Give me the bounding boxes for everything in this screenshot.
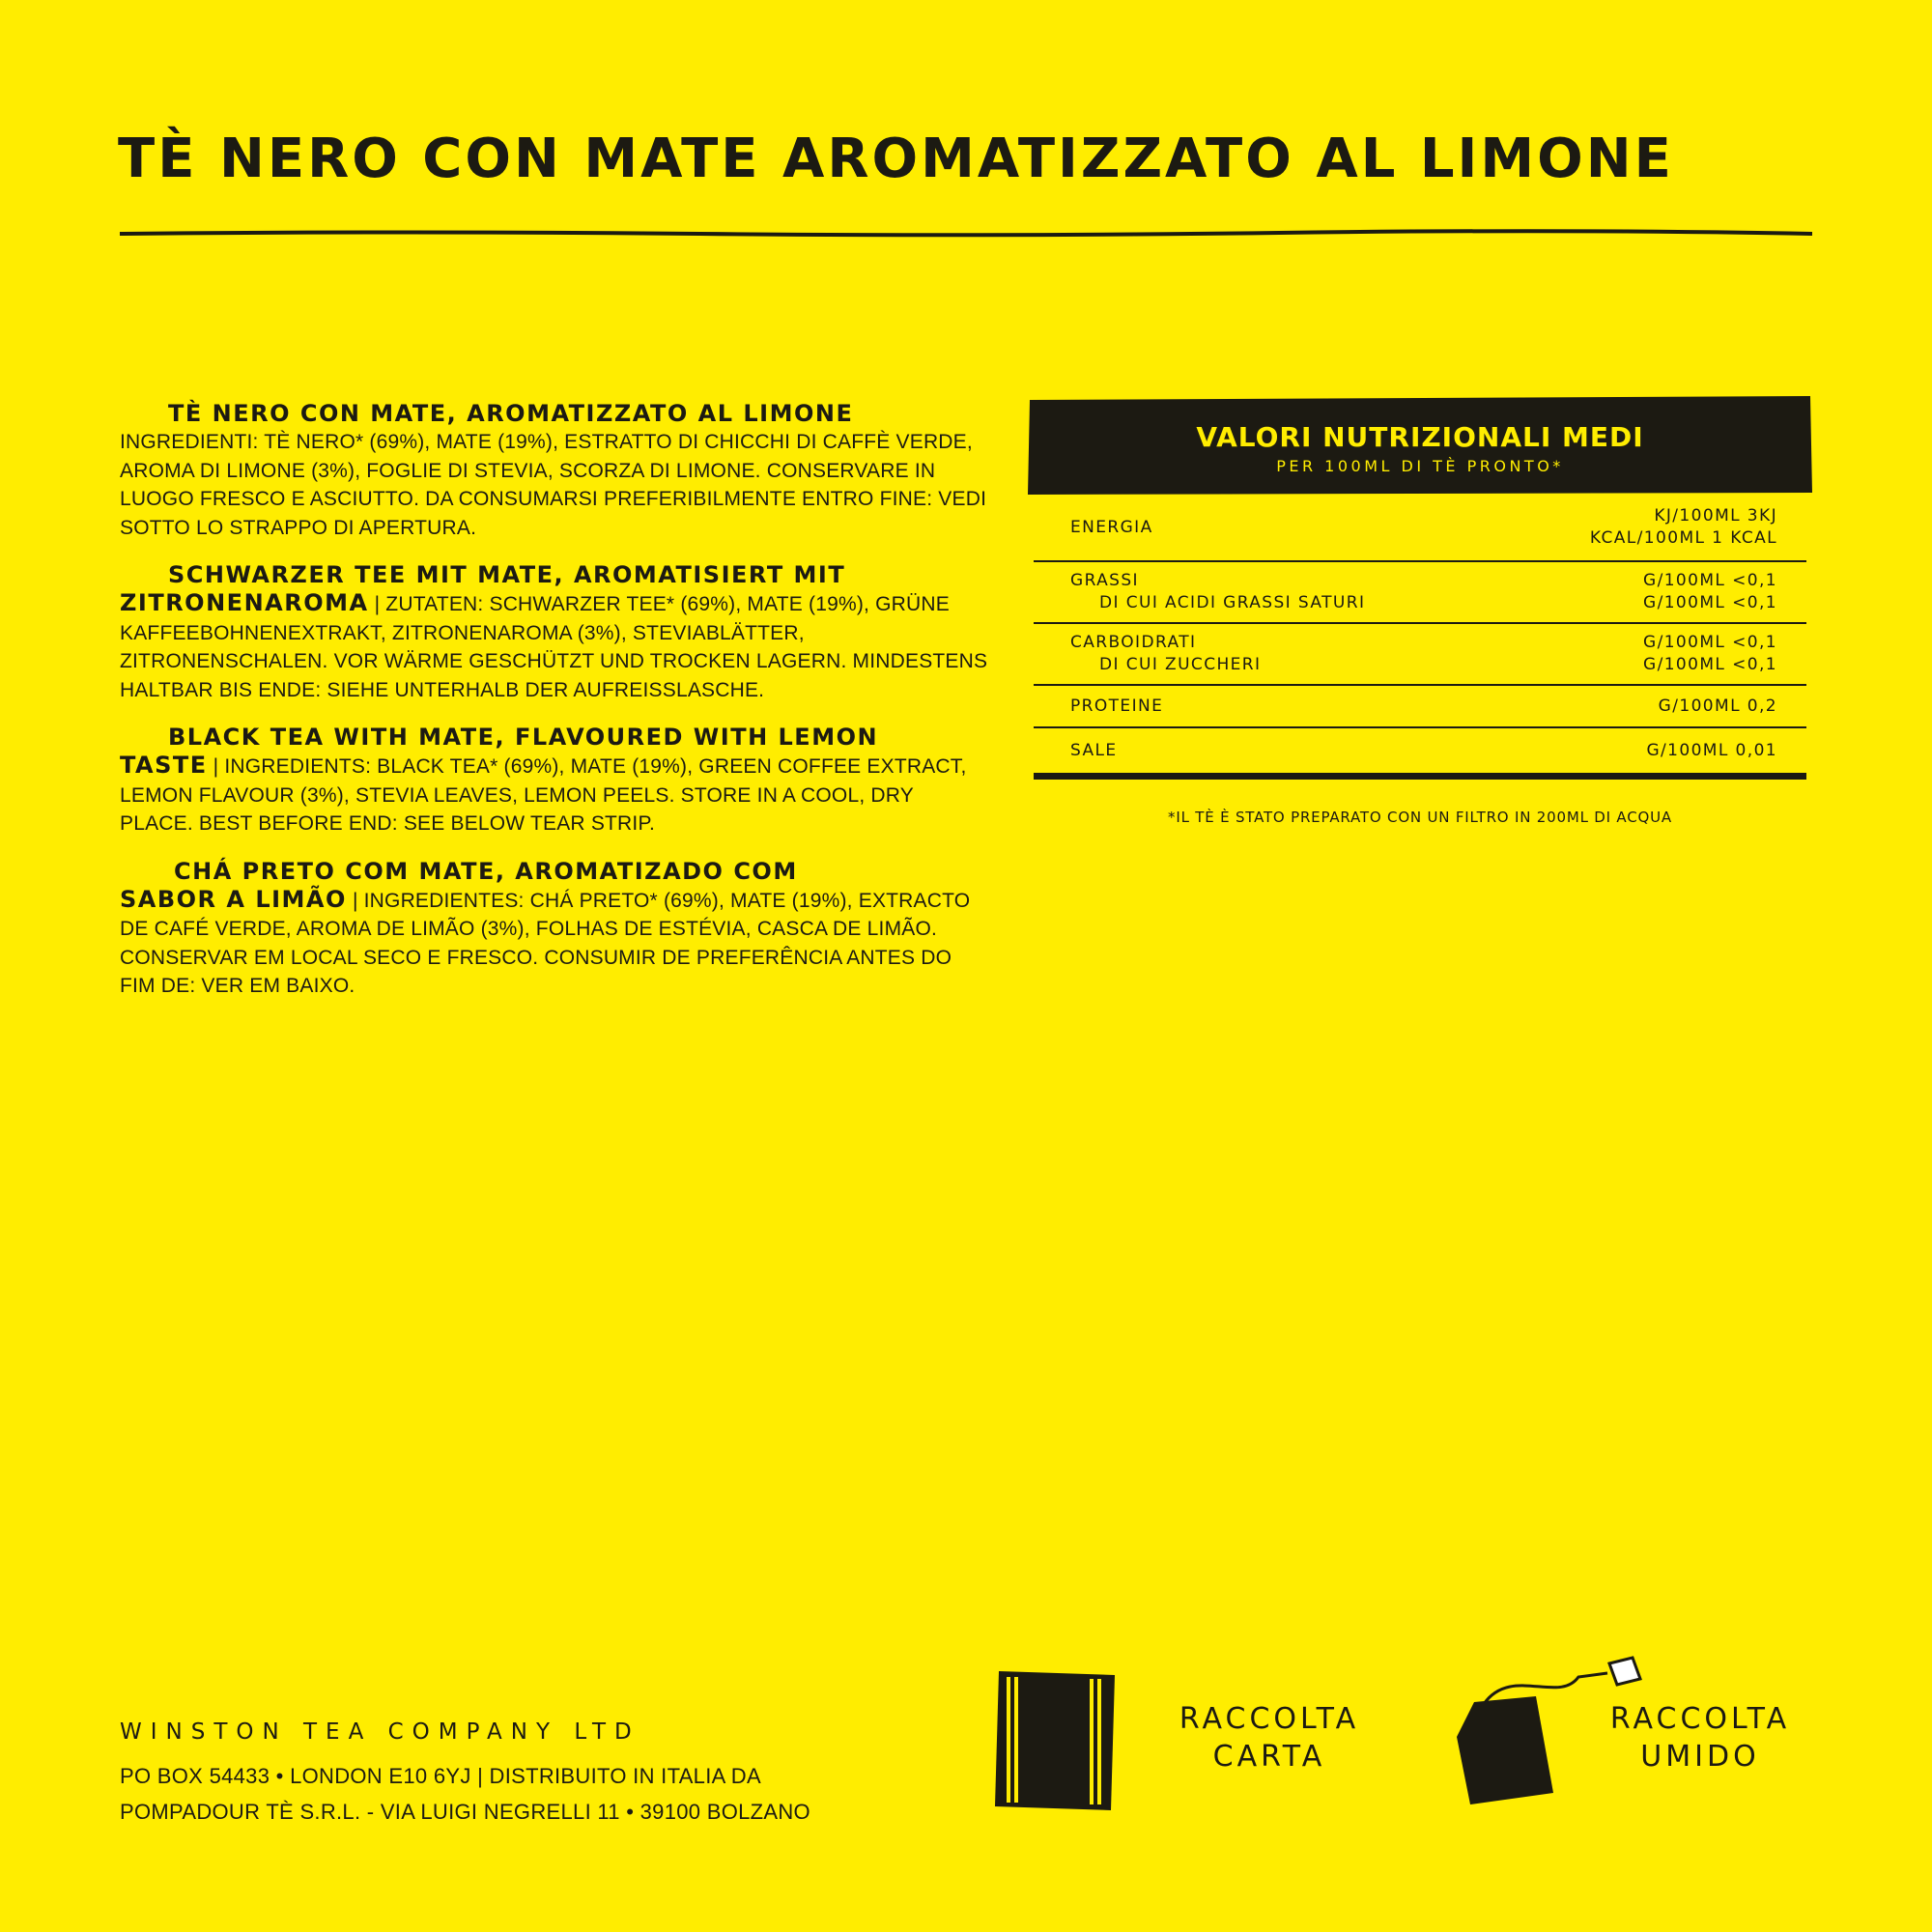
ingredients-block-de: [120, 561, 989, 704]
nutrition-header: [1028, 396, 1812, 495]
nutrition-value: G/100ML <0,1: [1643, 633, 1777, 652]
ingredients-text-de: | ZUTATEN: SCHWARZER TEE* (69%), MATE (19%), GRÜNE KAFFEEBOHNENEXTRAKT, ZITRONENAROMA (3%), STEVIABLÄTTER, ZITRONENSCHALEN. VOR WÄRME GESCHÜTZT UND TROCKEN LAGERN. MINDESTENS HALTBAR BIS ENDE: SIEHE UNTERHALB DER AUFREISSLASCHE.: [120, 593, 988, 701]
nutrition-row-protein: [1034, 686, 1806, 728]
nutrition-table: [1028, 396, 1812, 826]
ingredients-section: [120, 400, 989, 1020]
nutrition-label: ENERGIA: [1070, 517, 1153, 537]
recycle-organic-label: RACCOLTA UMIDO: [1609, 1702, 1791, 1774]
ingredients-block-it: [120, 400, 989, 542]
company-name: WINSTON TEA COMPANY LTD: [120, 1719, 640, 1745]
ingredients-text-pt: | INGREDIENTES: CHÁ PRETO* (69%), MATE (19%), EXTRACTO DE CAFÉ VERDE, AROMA DE LIMÃO (3%), FOLHAS DE ESTÉVIA, CASCA DE LIMÃO. CONSERVAR EM LOCAL SECO E FRESCO. CONSUMIR DE PREFERÊNCIA ANTES DO FIM DE: VER EM BAIXO.: [120, 889, 971, 997]
ingredients-heading-it: TÈ NERO CON MATE, AROMATIZZATO AL LIMONE: [168, 400, 854, 427]
ingredients-text-en: | INGREDIENTS: BLACK TEA* (69%), MATE (19%), GREEN COFFEE EXTRACT, LEMON FLAVOUR (3%), STEVIA LEAVES, LEMON PEELS. STORE IN A COOL, DRY PLACE. BEST BEFORE END: SEE BELOW TEAR STRIP.: [120, 755, 967, 835]
nutrition-value: G/100ML <0,1: [1643, 571, 1777, 590]
nutrition-row-salt: [1034, 728, 1806, 780]
ingredients-heading-tail-pt: SABOR A LIMÃO: [120, 885, 347, 913]
nutrition-row-carbs: [1034, 624, 1806, 686]
product-title: TÈ NERO CON MATE AROMATIZZATO AL LIMONE: [118, 128, 1674, 190]
nutrition-sublabel: DI CUI ZUCCHERI: [1099, 655, 1262, 674]
ingredients-block-en: [120, 724, 989, 838]
nutrition-label: SALE: [1070, 740, 1118, 760]
nutrition-value: G/100ML <0,1: [1643, 593, 1777, 612]
title-divider: [120, 228, 1812, 240]
ingredients-heading-pt: CHÁ PRETO COM MATE, AROMATIZADO COM: [174, 857, 798, 885]
ingredients-block-pt: [120, 858, 989, 1001]
nutrition-value: G/100ML 0,2: [1658, 696, 1777, 716]
company-info: [120, 1719, 1009, 1830]
ingredients-heading-tail-en: TASTE: [120, 752, 208, 779]
ingredients-text-it: INGREDIENTI: TÈ NERO* (69%), MATE (19%), ESTRATTO DI CHICCHI DI CAFFÈ VERDE, AROMA DI LIMONE (3%), FOGLIE DI STEVIA, SCORZA DI LIMONE. CONSERVARE IN LUOGO FRESCO E ASCIUTTO. DA CONSUMARSI PREFERIBILMENTE ENTRO FINE: VEDI SOTTO LO STRAPPO DI APERTURA.: [120, 431, 987, 539]
nutrition-label: PROTEINE: [1070, 696, 1164, 716]
nutrition-label: CARBOIDRATI: [1070, 633, 1197, 652]
nutrition-value: KCAL/100ML 1 KCAL: [1589, 528, 1777, 548]
nutrition-value: KJ/100ML 3KJ: [1654, 506, 1777, 526]
company-distributor: POMPADOUR TÈ S.R.L. - VIA LUIGI NEGRELLI 11 • 39100 BOLZANO: [120, 1800, 810, 1824]
nutrition-title: VALORI NUTRIZIONALI MEDI: [1196, 421, 1644, 453]
company-address: PO BOX 54433 • LONDON E10 6YJ | DISTRIBUITO IN ITALIA DA: [120, 1764, 761, 1788]
recycle-paper-label: RACCOLTA CARTA: [1179, 1702, 1360, 1774]
ingredients-heading-en: BLACK TEA WITH MATE, FLAVOURED WITH LEMON: [168, 724, 879, 751]
nutrition-row-fat: [1034, 562, 1806, 624]
ingredients-heading-de: SCHWARZER TEE MIT MATE, AROMATISIERT MIT: [168, 561, 846, 588]
nutrition-value: G/100ML <0,1: [1643, 655, 1777, 674]
nutrition-sublabel: DI CUI ACIDI GRASSI SATURI: [1099, 593, 1366, 612]
nutrition-label: GRASSI: [1070, 571, 1139, 590]
nutrition-subtitle: PER 100ML DI TÈ PRONTO*: [1276, 457, 1564, 475]
ingredients-heading-tail-de: ZITRONENAROMA: [120, 589, 369, 616]
nutrition-value: G/100ML 0,01: [1646, 740, 1777, 760]
paper-sachet-icon: [993, 1667, 1119, 1814]
nutrition-footnote: *IL TÈ È STATO PREPARATO CON UN FILTRO IN 200ML DI ACQUA: [1168, 809, 1672, 826]
nutrition-row-energy: [1034, 495, 1806, 562]
